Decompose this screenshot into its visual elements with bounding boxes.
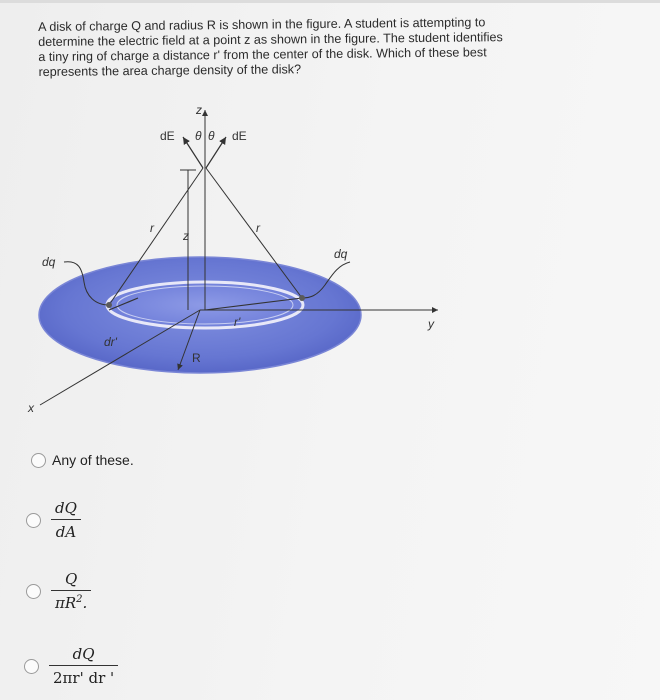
theta-left-label: θ: [195, 129, 202, 143]
question-line-1: A disk of charge Q and radius R is shown in the figure. A student is attempting to: [38, 15, 486, 34]
denominator-exponent: 2: [76, 594, 83, 605]
z-axis-label: z: [196, 103, 202, 117]
fraction-numerator: Q: [65, 570, 78, 588]
option-radio-3[interactable]: [26, 584, 41, 599]
fraction-numerator: dQ: [72, 645, 95, 663]
dq-right-label: dq: [334, 247, 348, 261]
dq-patch-right: [299, 295, 305, 301]
denominator-trailing-dot: .: [82, 594, 88, 612]
dr-prime-label: dr': [104, 335, 117, 349]
dq-patch-left: [106, 302, 112, 308]
question-text: [38, 14, 639, 80]
option-label-1: Any of these.: [52, 452, 134, 468]
fraction-Q-piR2: [51, 570, 91, 612]
option-radio-4[interactable]: [24, 659, 39, 674]
fraction-denominator: dA: [55, 523, 77, 541]
option-radio-2[interactable]: [26, 513, 41, 528]
fraction-denominator: 2πr' dr ': [53, 669, 115, 687]
top-divider: [0, 0, 660, 3]
question-line-4: represents the area charge density of the disk?: [38, 62, 302, 79]
fraction-denominator: [51, 591, 91, 612]
disk-figure: [20, 100, 460, 430]
dE-right-label: dE: [232, 129, 247, 143]
dq-left-label: dq: [42, 255, 56, 269]
denominator-base: πR: [55, 594, 77, 612]
r-left-label: r: [150, 221, 154, 235]
z-height-label: z: [183, 229, 189, 243]
option-dQ-over-2pir-dr[interactable]: [24, 645, 118, 687]
option-dQ-over-dA[interactable]: [26, 499, 81, 541]
R-label: R: [192, 351, 201, 365]
x-axis-label: x: [28, 401, 34, 415]
fraction-dQ-2pirdr: [49, 645, 118, 687]
option-any-of-these[interactable]: [31, 452, 134, 468]
option-radio-1[interactable]: [31, 453, 46, 468]
r-right-label: r: [256, 221, 260, 235]
fraction-dQ-dA: [51, 499, 81, 541]
option-Q-over-piR2[interactable]: [26, 570, 91, 612]
question-line-2: determine the electric field at a point z as shown in the figure. The student identifies: [38, 30, 503, 49]
dE-left-label: dE: [160, 129, 175, 143]
fraction-numerator: dQ: [55, 499, 77, 517]
question-line-3: a tiny ring of charge a distance r' from the center of the disk. Which of these best: [38, 45, 487, 64]
r-prime-label: r': [234, 315, 241, 329]
theta-right-label: θ: [208, 129, 215, 143]
y-axis-label: y: [428, 317, 434, 331]
